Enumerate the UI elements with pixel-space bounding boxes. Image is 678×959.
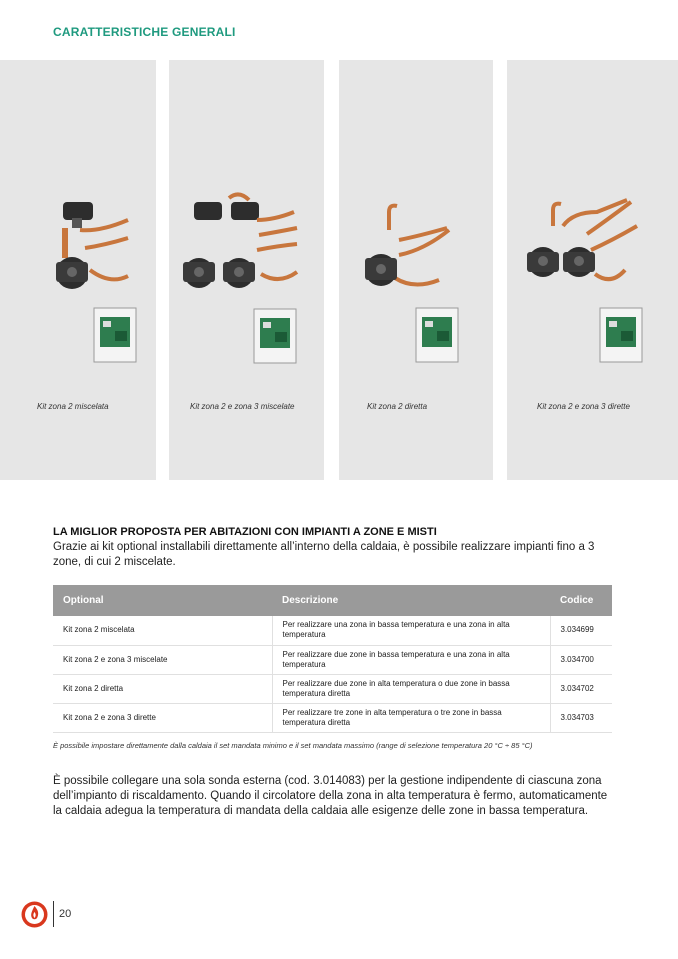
footer-divider bbox=[53, 901, 54, 927]
kit-zona-2-miscelata-image bbox=[0, 190, 156, 310]
product-panel-kit-zona-2-e-3-miscelate bbox=[169, 60, 324, 480]
table-row bbox=[53, 703, 612, 732]
cell-optional: Kit zona 2 e zona 3 miscelate bbox=[53, 645, 272, 674]
cell-optional: Kit zona 2 miscelata bbox=[53, 616, 272, 645]
gallery-caption: Kit zona 2 e zona 3 miscelate bbox=[190, 402, 295, 411]
cell-codice: 3.034703 bbox=[550, 703, 612, 732]
gallery-caption: Kit zona 2 e zona 3 dirette bbox=[537, 402, 630, 411]
table-row bbox=[53, 616, 612, 645]
cell-codice: 3.034699 bbox=[550, 616, 612, 645]
control-box-image bbox=[253, 308, 297, 364]
cell-descrizione: Per realizzare due zone in bassa temperatura e una zona in alta temperatura bbox=[272, 645, 550, 674]
cell-optional: Kit zona 2 e zona 3 dirette bbox=[53, 703, 272, 732]
table-row bbox=[53, 674, 612, 703]
control-box-image bbox=[599, 307, 643, 363]
cell-descrizione: Per realizzare due zone in alta temperatura o due zone in bassa temperatura diretta bbox=[272, 674, 550, 703]
table-footnote: È possibile impostare direttamente dalla caldaia il set mandata minimo e il set mandata massimo (range di selezione temperatura 20 °C ÷ 85 °C) bbox=[53, 741, 533, 750]
cell-descrizione: Per realizzare tre zone in alta temperatura o tre zone in bassa temperatura diretta bbox=[272, 703, 550, 732]
table-row bbox=[53, 645, 612, 674]
control-box-image bbox=[415, 307, 459, 363]
cell-codice: 3.034700 bbox=[550, 645, 612, 674]
column-header-codice: Codice bbox=[550, 585, 612, 616]
page-title: CARATTERISTICHE GENERALI bbox=[53, 25, 236, 39]
column-header-optional: Optional bbox=[53, 585, 272, 616]
product-panel-kit-zona-2-e-3-dirette bbox=[507, 60, 678, 480]
product-panel-kit-zona-2-miscelata bbox=[0, 60, 156, 480]
kit-zona-2-e-3-dirette-image bbox=[507, 190, 678, 310]
page-number: 20 bbox=[59, 908, 72, 920]
gallery-caption: Kit zona 2 miscelata bbox=[37, 402, 109, 411]
kit-zona-2-diretta-image bbox=[339, 190, 493, 310]
column-header-descrizione: Descrizione bbox=[272, 585, 550, 616]
body-paragraph: È possibile collegare una sola sonda esterna (cod. 3.014083) per la gestione indipendente di ciascuna zona dell’impianto di riscaldamento. Quando il circolatore della zona in alta temperatura è fermo, automaticamente la caldaia adegua la temperatura di mandata della caldaia alle esigenze delle zone in bassa temperatura. bbox=[53, 775, 608, 817]
cell-codice: 3.034702 bbox=[550, 674, 612, 703]
cell-optional: Kit zona 2 diretta bbox=[53, 674, 272, 703]
table-header-row bbox=[53, 585, 612, 616]
section-intro: Grazie ai kit optional installabili direttamente all’interno della caldaia, è possibile realizzare impianti fino a 3 zone, di cui 2 miscelate. bbox=[53, 541, 595, 568]
optional-table bbox=[53, 585, 612, 733]
brand-flame-logo-icon bbox=[21, 901, 48, 928]
gallery-caption: Kit zona 2 diretta bbox=[367, 402, 428, 411]
cell-descrizione: Per realizzare una zona in bassa temperatura e una zona in alta temperatura bbox=[272, 616, 550, 645]
kit-zona-2-e-3-miscelate-image bbox=[169, 190, 324, 310]
product-panel-kit-zona-2-diretta bbox=[339, 60, 493, 480]
section-title: LA MIGLIOR PROPOSTA PER ABITAZIONI CON IMPIANTI A ZONE E MISTI bbox=[53, 526, 437, 538]
control-box-image bbox=[93, 307, 137, 363]
